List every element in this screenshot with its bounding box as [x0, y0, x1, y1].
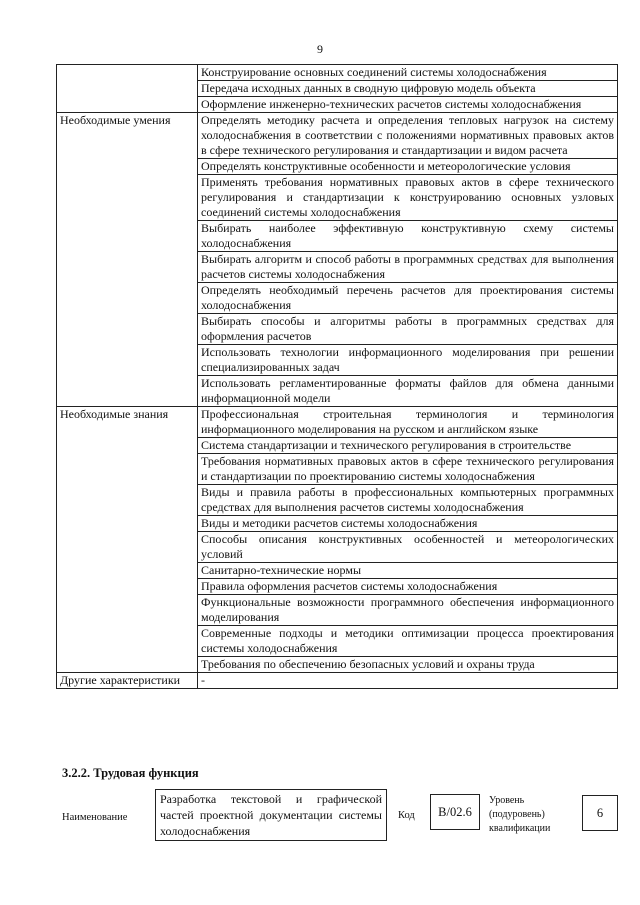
row-item: - — [198, 673, 618, 689]
row-item: Выбирать алгоритм и способ работы в программных средствах для выполнения расчетов системы холодоснабжения — [198, 252, 618, 283]
row-item: Виды и методики расчетов системы холодоснабжения — [198, 516, 618, 532]
qualification-level-label-line-2: (подуровень) — [489, 809, 545, 820]
page-number: 9 — [317, 42, 323, 56]
row-item: Определять необходимый перечень расчетов для проектирования системы холодоснабжения — [198, 283, 618, 314]
section-title: 3.2.2. Трудовая функция — [62, 766, 199, 780]
row-item: Функциональные возможности программного обеспечения информационного моделирования — [198, 595, 618, 626]
row-item: Выбирать наиболее эффективную конструктивную схему системы холодоснабжения — [198, 221, 618, 252]
function-code-label: Код — [398, 810, 415, 821]
row-label: Необходимые знания — [57, 407, 198, 673]
row-item: Передача исходных данных в сводную цифровую модель объекта — [198, 81, 618, 97]
function-code-box: В/02.6 — [430, 794, 480, 830]
row-item: Определять методику расчета и определения тепловых нагрузок на систему холодоснабжения в соответствии с положениями нормативных правовых актов в сфере технического регулирования и стандартизации и видом расчета — [198, 113, 618, 159]
table-row — [57, 113, 618, 159]
row-item: Санитарно-технические нормы — [198, 563, 618, 579]
row-label: Другие характеристики — [57, 673, 198, 689]
qualification-level-label-line-1: Уровень — [489, 795, 525, 806]
qualification-level-box: 6 — [582, 795, 618, 831]
function-name-box: Разработка текстовой и графической частей проектной документации системы холодоснабжения — [155, 789, 387, 841]
qualification-level-label-line-3: квалификации — [489, 823, 551, 834]
requirements-table — [56, 64, 618, 689]
row-item: Виды и правила работы в профессиональных компьютерных программных средствах для выполнения расчетов системы холодоснабжения — [198, 485, 618, 516]
row-item: Выбирать способы и алгоритмы работы в программных средствах для оформления расчетов — [198, 314, 618, 345]
row-item: Конструирование основных соединений системы холодоснабжения — [198, 65, 618, 81]
row-item: Использовать регламентированные форматы файлов для обмена данными информационной модели — [198, 376, 618, 407]
row-item: Оформление инженерно-технических расчетов системы холодоснабжения — [198, 97, 618, 113]
qualification-level-label — [489, 794, 550, 836]
row-item: Система стандартизации и технического регулирования в строительстве — [198, 438, 618, 454]
row-item: Правила оформления расчетов системы холодоснабжения — [198, 579, 618, 595]
row-label: Необходимые умения — [57, 113, 198, 407]
function-name-label: Наименование — [62, 812, 128, 823]
row-item: Требования по обеспечению безопасных условий и охраны труда — [198, 657, 618, 673]
row-item: Требования нормативных правовых актов в сфере технического регулирования и стандартизации по проектированию системы холодоснабжения — [198, 454, 618, 485]
row-label — [57, 65, 198, 113]
row-item: Способы описания конструктивных особенностей и метеорологических условий — [198, 532, 618, 563]
table-row — [57, 673, 618, 689]
row-item: Профессиональная строительная терминология и терминология информационного моделирования на русском и английском языке — [198, 407, 618, 438]
table-row — [57, 65, 618, 81]
row-item: Определять конструктивные особенности и метеорологические условия — [198, 159, 618, 175]
row-item: Современные подходы и методики оптимизации процесса проектирования системы холодоснабжения — [198, 626, 618, 657]
row-item: Использовать технологии информационного моделирования при решении специализированных задач — [198, 345, 618, 376]
row-item: Применять требования нормативных правовых актов в сфере технического регулирования и стандартизации к конструированию основных узловых соединений системы холодоснабжения — [198, 175, 618, 221]
table-row — [57, 407, 618, 438]
